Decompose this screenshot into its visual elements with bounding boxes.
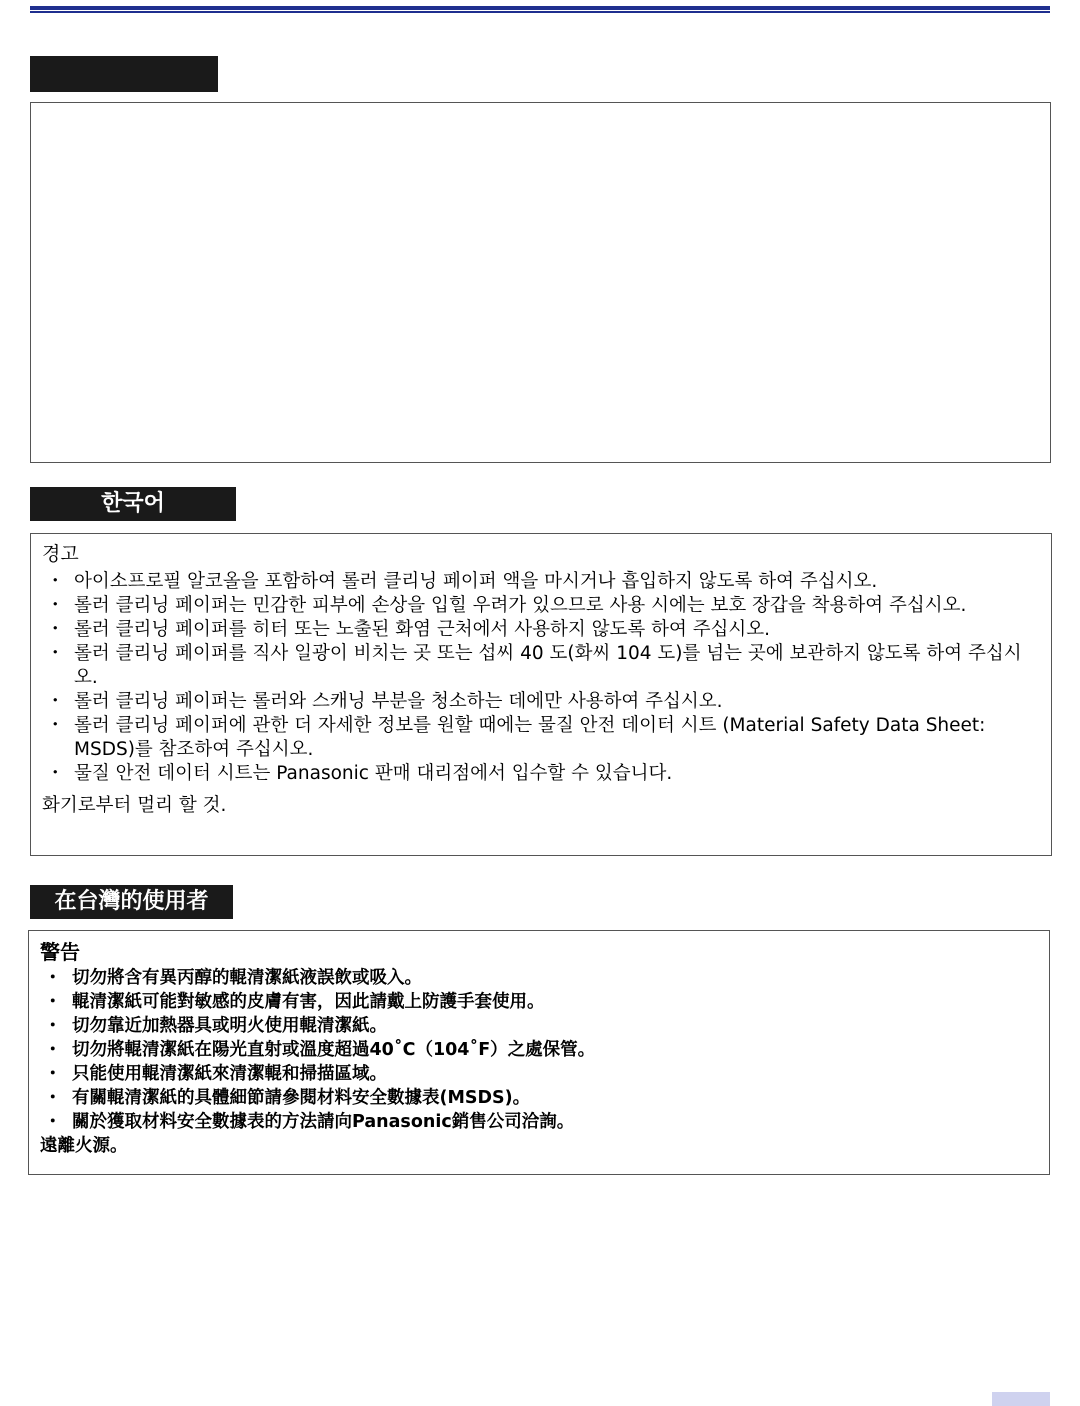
bullet-glyph: ・ [44,1088,62,1108]
list-item-text: 아이소프로필 알코올을 포함하여 롤러 클리닝 페이퍼 액을 마시거나 흡입하지 않도록 하여 주십시오. [74,571,878,592]
list-item-text: 切勿靠近加熱器具或明火使用輥清潔紙。 [72,1016,387,1036]
list-item-text: 롤러 클리닝 페이퍼는 민감한 피부에 손상을 입힐 우려가 있으므로 사용 시에는 보호 장갑을 착용하여 주십시오. [74,595,967,616]
taiwan-warning-list [40,966,1030,1134]
bullet-glyph: ・ [46,619,65,640]
taiwan-section-content [40,940,1030,1176]
bullet-glyph: ・ [46,763,65,784]
bullet-glyph: ・ [44,1112,62,1132]
bullet-glyph: ・ [44,1016,62,1036]
bullet-glyph: ・ [46,595,65,616]
list-item-text: 롤러 클리닝 페이퍼를 히터 또는 노출된 화염 근처에서 사용하지 않도록 하여 주십시오. [74,619,771,640]
list-item [40,1110,1030,1134]
list-item [42,618,1032,642]
bullet-glyph: ・ [46,571,65,592]
taiwan-closing-note: 遠離火源。 [40,1136,128,1156]
list-item [40,1062,1030,1086]
list-item [42,762,1032,786]
list-item [40,1038,1030,1062]
list-item [42,594,1032,618]
list-item-text: 롤러 클리닝 페이퍼는 롤러와 스캐닝 부분을 청소하는 데에만 사용하여 주십시오. [74,691,723,712]
list-item-text: 輥清潔紙可能對敏感的皮膚有害，因此請戴上防護手套使用。 [72,992,545,1012]
bullet-glyph: ・ [46,691,65,712]
blank-section-tab [30,56,218,92]
list-item-text: 물질 안전 데이터 시트는 Panasonic 판매 대리점에서 입수할 수 있습니다. [74,763,673,784]
bullet-glyph: ・ [46,715,65,736]
taiwan-warning-heading: 警告 [40,940,80,964]
bullet-glyph: ・ [44,1064,62,1084]
list-item-text: 關於獲取材料安全數據表的方法請向Panasonic銷售公司洽詢。 [72,1112,575,1132]
korean-warning-list [42,570,1032,786]
list-item [40,966,1030,990]
korean-warning-heading: 경고 [42,543,79,565]
list-item [42,690,1032,714]
list-item [40,1086,1030,1110]
list-item-text: 有關輥清潔紙的具體細節請參閱材料安全數據表(MSDS)。 [72,1088,531,1108]
taiwan-section-tab: 在台灣的使用者 [30,885,233,919]
list-item-text: 只能使用輥清潔紙來清潔輥和掃描區域。 [72,1064,387,1084]
list-item [40,1014,1030,1038]
bullet-glyph: ・ [44,992,62,1012]
list-item-text: 切勿將含有異丙醇的輥清潔紙液誤飲或吸入。 [72,968,422,988]
list-item [42,570,1032,594]
list-item [42,642,1032,690]
bullet-glyph: ・ [46,643,65,664]
list-item-text: 롤러 클리닝 페이퍼에 관한 더 자세한 정보를 원할 때에는 물질 안전 데이터 시트 (Material Safety Data Sheet: MSDS)를 참조하여 주십시오. [74,715,986,760]
list-item-text: 롤러 클리닝 페이퍼를 직사 일광이 비치는 곳 또는 섭씨 40 도(화씨 104 도)를 넘는 곳에 보관하지 않도록 하여 주십시오. [74,643,1022,688]
bullet-glyph: ・ [44,968,62,988]
blank-section-box [30,102,1051,463]
page-corner-tab [992,1392,1050,1406]
korean-closing-note: 화기로부터 멀리 할 것. [42,795,227,816]
list-item-text: 切勿將輥清潔紙在陽光直射或溫度超過40˚C（104˚F）之處保管。 [72,1040,596,1060]
header-rule [30,6,1050,10]
list-item [40,990,1030,1014]
korean-section-content [42,542,1032,837]
list-item [42,714,1032,762]
bullet-glyph: ・ [44,1040,62,1060]
korean-section-tab: 한국어 [30,487,236,521]
